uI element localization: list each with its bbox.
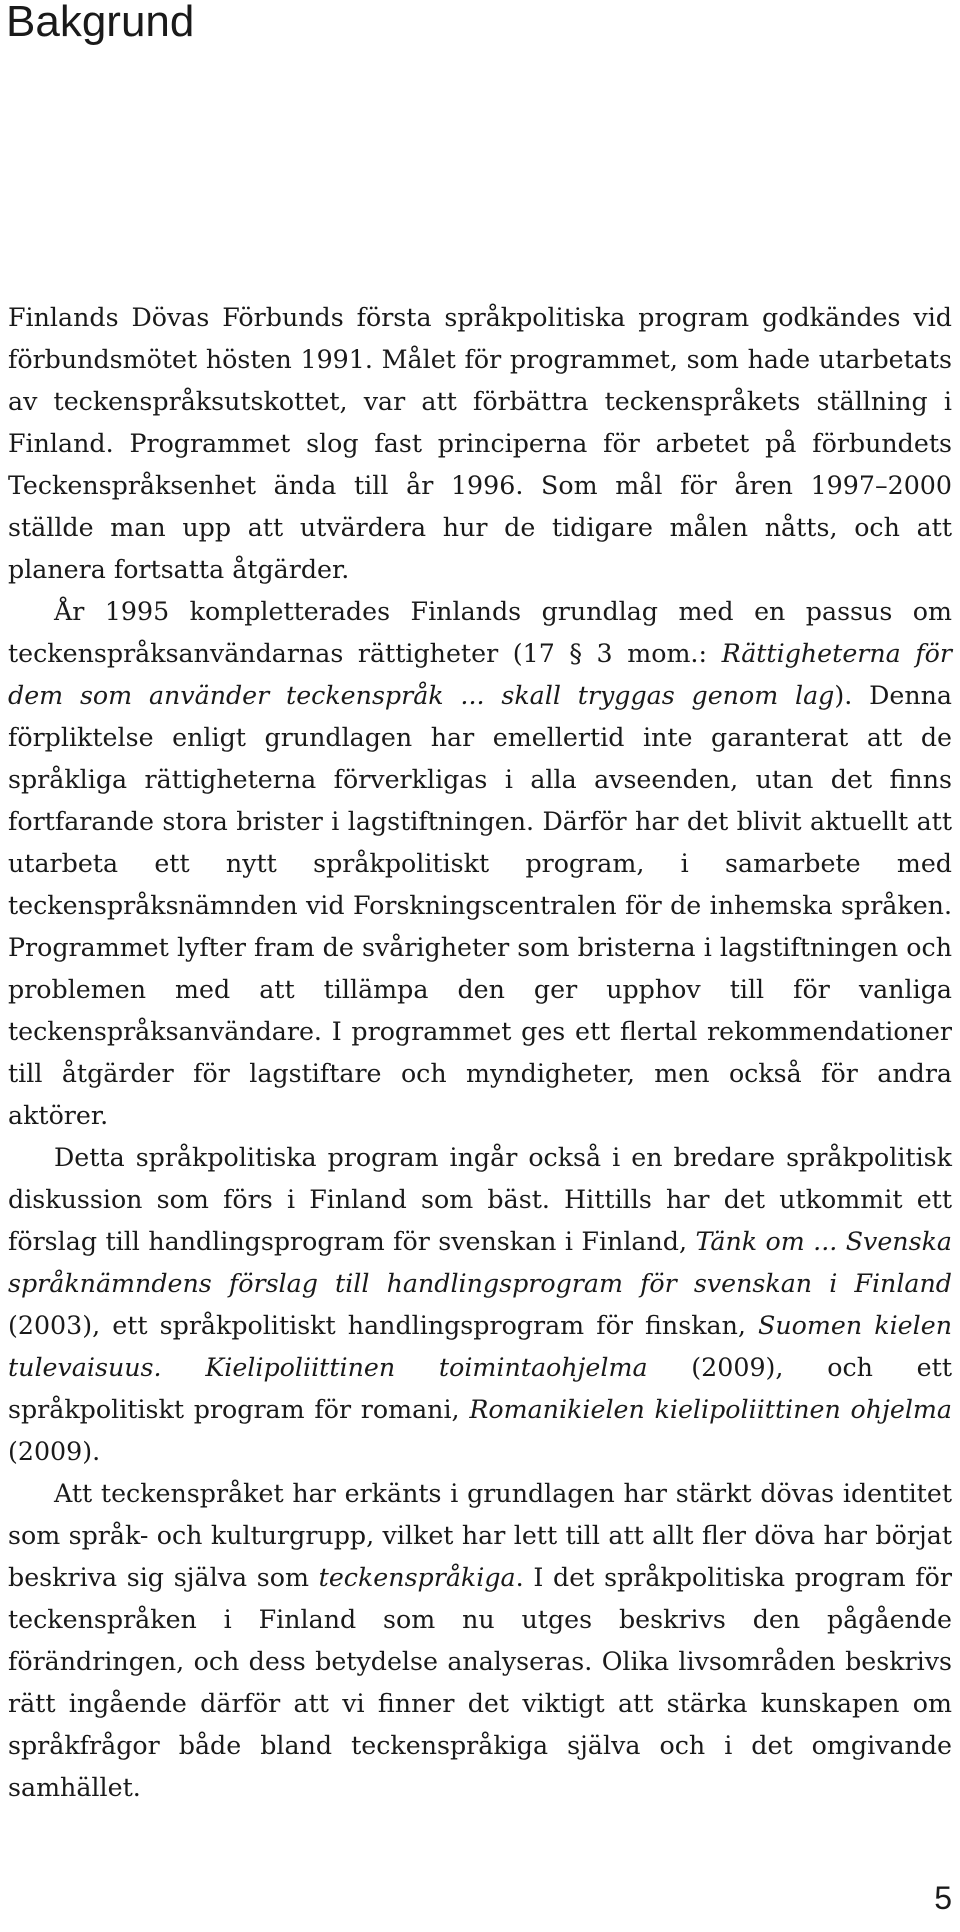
paragraph-2-italic-quote: Rättigheterna för dem som använder teckenspråk ... skall tryggas genom lag	[8, 639, 953, 710]
paragraph-4-italic-term: teckenspråkiga	[318, 1563, 516, 1592]
page-heading: Bakgrund	[6, 0, 195, 46]
paragraph-3-text-c: (2003), ett språkpolitiskt handlingsprogram för finskan,	[8, 1311, 759, 1340]
paragraph-3-italic-title-1: Tänk om ... Svenska språknämndens förslag till handlingsprogram för svenskan i Finland	[8, 1227, 952, 1298]
paragraph-3-text-e: (2009), och ett språkpolitiskt program för romani,	[8, 1353, 952, 1424]
paragraph-2-text-c: ). Denna förpliktelse enligt grundlagen har emellertid inte garanterat att de språkliga rättigheterna förverkligas i alla avseenden, utan det finns fortfarande stora brister i lagstiftningen. Därför har det blivit aktuellt att utarbeta ett nytt språkpolitiskt program, i samarbete med teckenspråksnämnden vid Forskningscentralen för de inhemska språken. Programmet lyfter fram de svårigheter som bristerna i lagstiftningen och problemen med att tillämpa den ger upphov till för vanliga teckenspråksanvändare. I programmet ges ett flertal rekommendationer till åtgärder för lagstiftare och myndigheter, men också för andra aktörer.	[8, 681, 952, 1130]
body-text	[8, 297, 952, 1809]
paragraph-3-text-a: Detta språkpolitiska program ingår också i en bredare språkpolitisk diskussion som förs i Finland som bäst. Hittills har det utkommit ett förslag till handlingsprogram för svenskan i Finland,	[8, 1143, 952, 1256]
paragraph-3-italic-title-3: Romanikielen kielipoliittinen ohjelma	[469, 1395, 953, 1424]
paragraph-2-text-a: År 1995 kompletterades Finlands grundlag med en passus om teckenspråksanvändarnas rättigheter (17 § 3 mom.:	[8, 597, 952, 668]
page-number: 5	[934, 1880, 952, 1916]
paragraph-2	[8, 591, 952, 1137]
paragraph-4-text-a: Att teckenspråket har erkänts i grundlagen har stärkt dövas identitet som språk- och kulturgrupp, vilket har lett till att allt fler döva har börjat beskriva sig själva som	[8, 1479, 952, 1592]
paragraph-3-text-g: (2009).	[8, 1437, 101, 1466]
paragraph-1: Finlands Dövas Förbunds första språkpolitiska program godkändes vid förbundsmötet hösten 1991. Målet för programmet, som hade utarbetats av teckenspråksutskottet, var att förbättra teckenspråkets ställning i Finland. Programmet slog fast principerna för arbetet på förbundets Teckenspråksenhet ända till år 1996. Som mål för åren 1997–2000 ställde man upp att utvärdera hur de tidigare målen nåtts, och att planera fortsatta åtgärder.	[8, 303, 952, 584]
paragraph-4-text-c: . I det språkpolitiska program för teckenspråken i Finland som nu utges beskrivs den pågående förändringen, och dess betydelse analyseras. Olika livsområden beskrivs rätt ingående därför att vi finner det viktigt att stärka kunskapen om språkfrågor både bland teckenspråkiga själva och i det omgivande samhället.	[8, 1563, 952, 1802]
paragraph-4	[8, 1473, 952, 1809]
paragraph-3-italic-title-2: Suomen kielen tulevaisuus. Kielipoliittinen toimintaohjelma	[8, 1311, 952, 1382]
paragraph-3	[8, 1137, 952, 1473]
